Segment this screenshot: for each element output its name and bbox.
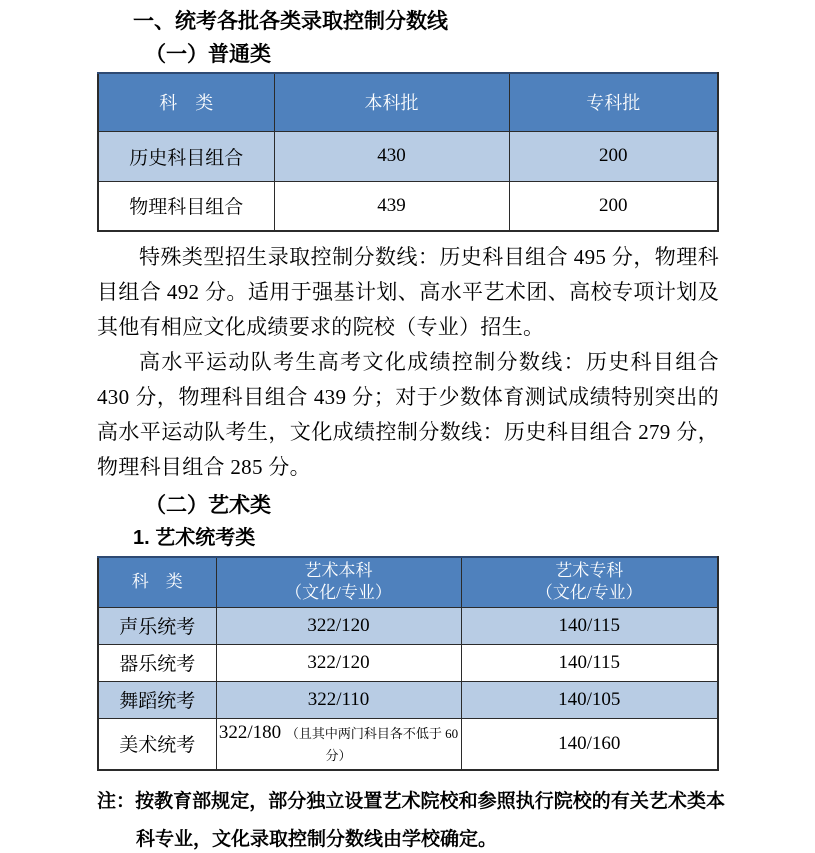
table-row-dance xyxy=(98,681,718,718)
body-text xyxy=(97,240,719,485)
zhuanke-score: 200 xyxy=(509,131,718,181)
benke-score-with-note xyxy=(216,718,461,770)
benke-score: 439 xyxy=(274,181,509,231)
zhuanke-score: 140/115 xyxy=(461,644,718,681)
row-label: 物理科目组合 xyxy=(98,181,274,231)
table-row-physics xyxy=(98,181,718,231)
table-row-history xyxy=(98,131,718,181)
general-header-zhuanke: 专科批 xyxy=(509,73,718,131)
art-header-benke-line1: 艺术本科 xyxy=(304,561,373,581)
general-header-benke: 本科批 xyxy=(274,73,509,131)
art-score-table xyxy=(97,556,719,771)
art-header-zhuanke xyxy=(461,557,718,607)
benke-score: 322/110 xyxy=(216,681,461,718)
footnote-text: 按教育部规定，部分独立设置艺术院校和参照执行院校的有关艺术类本科专业，文化录取控制分数线由学校确定。 xyxy=(135,791,725,850)
table-row-fine-arts xyxy=(98,718,718,770)
benke-score: 430 xyxy=(274,131,509,181)
table-row-instrumental xyxy=(98,644,718,681)
zhuanke-score: 200 xyxy=(509,181,718,231)
art-header-category: 科 类 xyxy=(98,557,216,607)
art-table-header-row xyxy=(98,557,718,607)
zhuanke-score: 140/160 xyxy=(461,718,718,770)
section-heading-yishu: （二）艺术类 xyxy=(145,494,271,517)
general-score-table xyxy=(97,72,719,232)
art-header-benke xyxy=(216,557,461,607)
general-table-header-row xyxy=(98,73,718,131)
page-title: 一、统考各批各类录取控制分数线 xyxy=(133,10,448,33)
row-label: 声乐统考 xyxy=(98,607,216,644)
paragraph-sports-team: 高水平运动队考生高考文化成绩控制分数线：历史科目组合 430 分，物理科目组合 439 分；对于少数体育测试成绩特别突出的高水平运动队考生，文化成绩控制分数线：历史科目组合 279 分，物理科目组合 285 分。 xyxy=(97,350,719,479)
benke-score: 322/120 xyxy=(216,607,461,644)
row-label: 舞蹈统考 xyxy=(98,681,216,718)
paragraph-special-admission: 特殊类型招生录取控制分数线：历史科目组合 495 分，物理科目组合 492 分。适用于强基计划、高水平艺术团、高校专项计划及其他有相应文化成绩要求的院校（专业）招生。 xyxy=(97,245,719,339)
zhuanke-score: 140/105 xyxy=(461,681,718,718)
table-row-vocal xyxy=(98,607,718,644)
art-header-zhuanke-line2: （文化/专业） xyxy=(535,583,643,603)
art-header-benke-line2: （文化/专业） xyxy=(285,583,392,603)
general-header-category: 科 类 xyxy=(98,73,274,131)
art-header-zhuanke-line1: 艺术专科 xyxy=(555,561,624,581)
row-label: 美术统考 xyxy=(98,718,216,770)
footnote-prefix: 注： xyxy=(97,791,136,812)
footnote xyxy=(97,783,725,853)
zhuanke-score: 140/115 xyxy=(461,607,718,644)
row-label: 器乐统考 xyxy=(98,644,216,681)
benke-score: 322/180 xyxy=(218,721,282,743)
subsection-heading-tongkao: 1. 艺术统考类 xyxy=(133,527,256,549)
section-heading-putong: （一）普通类 xyxy=(145,43,271,66)
benke-score-note: （且其中两门科目各不低于 60 分） xyxy=(285,725,459,763)
benke-score: 322/120 xyxy=(216,644,461,681)
row-label: 历史科目组合 xyxy=(98,131,274,181)
